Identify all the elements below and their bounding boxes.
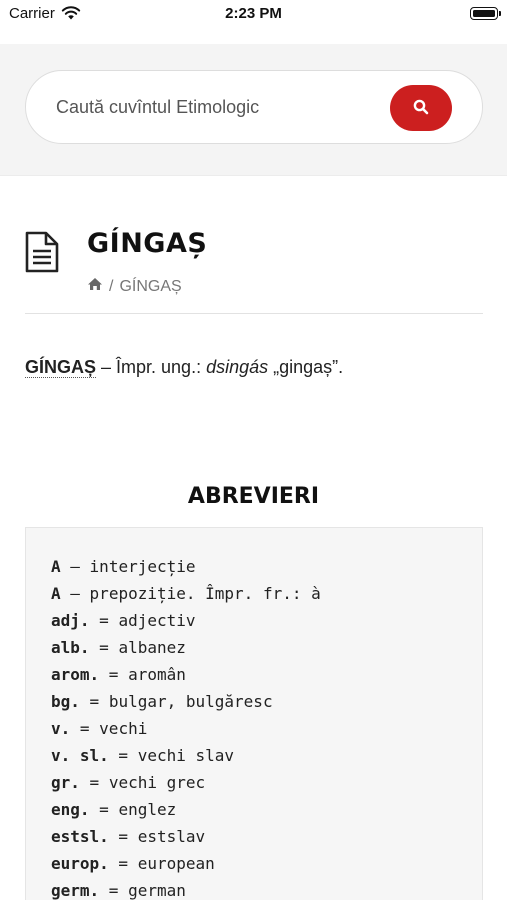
abbreviation-value: englez	[118, 800, 177, 819]
search-input[interactable]	[56, 93, 376, 121]
breadcrumb-separator: /	[109, 277, 114, 295]
abbreviation-key: eng.	[51, 800, 90, 819]
abbreviations-box	[25, 527, 483, 900]
abbreviation-row	[51, 877, 321, 900]
abbreviation-row	[51, 688, 321, 715]
definition-text	[25, 354, 483, 380]
status-bar	[0, 0, 507, 44]
abbreviation-value: estslav	[137, 827, 206, 846]
battery-icon	[470, 7, 498, 20]
abbreviation-row	[51, 850, 321, 877]
abbreviation-separator: =	[108, 746, 138, 765]
abbreviation-separator: =	[108, 854, 138, 873]
definition-word[interactable]: GÍNGAȘ	[25, 357, 97, 377]
definition-example: dsingás	[206, 357, 269, 377]
battery-tip	[499, 11, 501, 16]
abbreviation-value: vechi	[99, 719, 148, 738]
document-icon	[24, 231, 60, 278]
abbreviation-separator: =	[89, 611, 119, 630]
abbreviation-key: europ.	[51, 854, 109, 873]
abbreviation-key: gr.	[51, 773, 80, 792]
home-icon[interactable]	[87, 277, 103, 296]
abbreviation-row	[51, 607, 321, 634]
abbreviation-value: bulgar, bulgăresc	[108, 692, 273, 711]
abbreviation-key: A	[51, 557, 61, 576]
abbreviation-value: german	[128, 881, 186, 900]
carrier-label: Carrier	[9, 5, 55, 22]
header-divider	[25, 313, 483, 314]
abbreviation-row	[51, 769, 321, 796]
definition-dash: –	[96, 357, 117, 377]
clock-time: 2:23 PM	[225, 5, 282, 22]
abbreviation-key: arom.	[51, 665, 100, 684]
abbreviation-row	[51, 580, 321, 607]
abbreviation-row	[51, 715, 321, 742]
abbreviation-value: aromân	[128, 665, 186, 684]
abbreviations-list	[51, 553, 321, 900]
definition-source: Împr. ung.:	[116, 357, 207, 377]
abbreviation-value: vechi grec	[108, 773, 206, 792]
abbreviation-separator: –	[60, 584, 90, 603]
abbreviation-row	[51, 796, 321, 823]
abbreviation-separator: =	[79, 773, 109, 792]
abbreviation-separator: =	[89, 638, 119, 657]
abbreviation-separator: =	[99, 881, 129, 900]
abbreviation-separator: –	[60, 557, 90, 576]
abbreviation-value: european	[137, 854, 215, 873]
abbreviation-key: v. sl.	[51, 746, 109, 765]
abbreviation-key: adj.	[51, 611, 90, 630]
abbreviation-separator: =	[70, 719, 100, 738]
abbreviation-separator: =	[99, 665, 129, 684]
search-section	[0, 44, 507, 176]
abbreviation-value: albanez	[118, 638, 186, 657]
abbreviation-row	[51, 823, 321, 850]
abbreviation-value: prepoziție. Împr. fr.: à	[89, 584, 321, 603]
abbreviation-value: vechi slav	[137, 746, 235, 765]
abbreviation-row	[51, 553, 321, 580]
abbreviation-row	[51, 634, 321, 661]
abbreviation-value: interjecție	[89, 557, 196, 576]
abbreviation-separator: =	[79, 692, 109, 711]
abbreviation-separator: =	[108, 827, 138, 846]
abbreviation-key: germ.	[51, 881, 100, 900]
page-title: GÍNGAȘ	[87, 228, 208, 259]
abbreviation-row	[51, 661, 321, 688]
abbreviation-key: alb.	[51, 638, 90, 657]
search-box	[25, 70, 483, 144]
search-button[interactable]	[390, 85, 452, 131]
definition-gloss: „gingaș”.	[268, 357, 344, 377]
breadcrumb	[87, 277, 182, 296]
abbreviations-heading: ABREVIERI	[187, 484, 320, 509]
abbreviation-value: adjectiv	[118, 611, 196, 630]
search-icon	[413, 99, 429, 118]
breadcrumb-current: GÍNGAȘ	[119, 277, 182, 295]
abbreviation-row	[51, 742, 321, 769]
abbreviation-key: bg.	[51, 692, 80, 711]
abbreviation-key: estsl.	[51, 827, 109, 846]
abbreviation-key: v.	[51, 719, 71, 738]
abbreviation-key: A	[51, 584, 61, 603]
abbreviation-separator: =	[89, 800, 119, 819]
